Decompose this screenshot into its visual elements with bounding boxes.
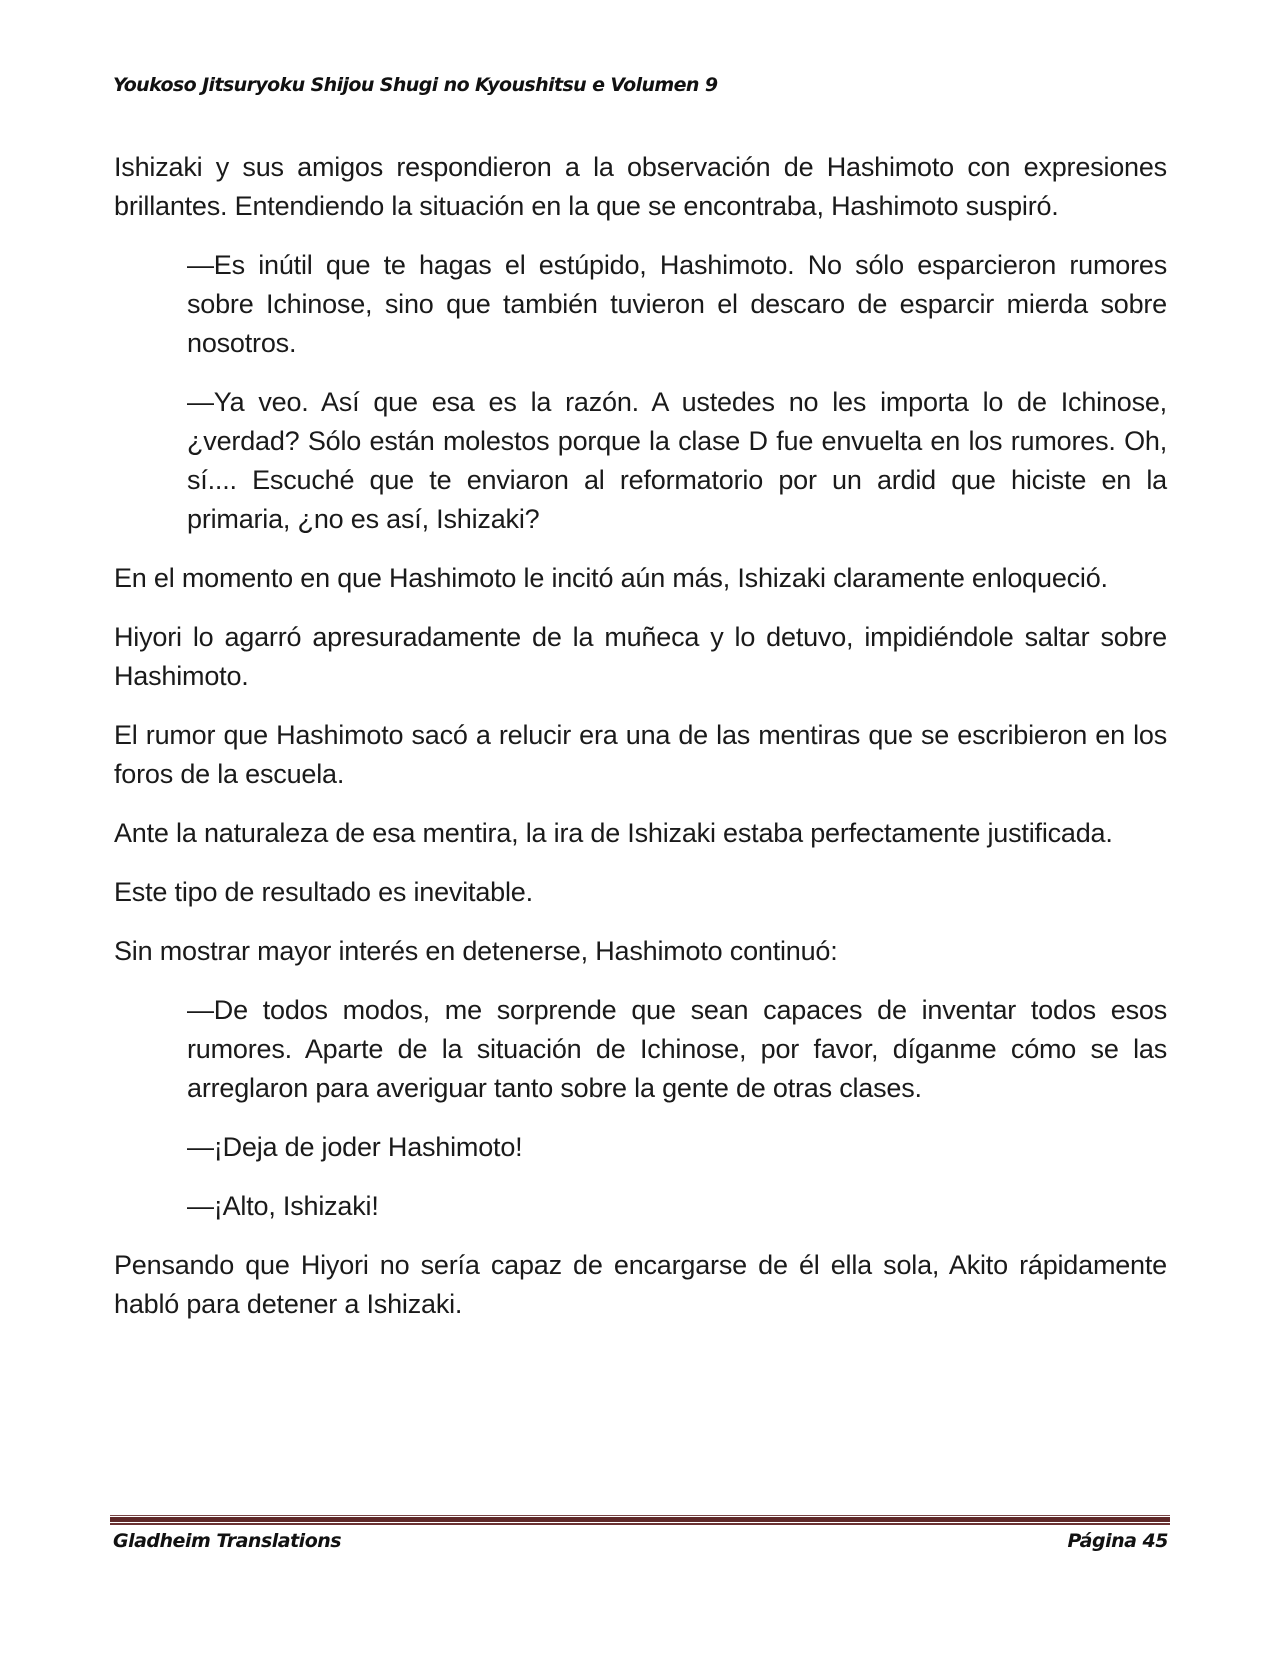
dialogue-paragraph: —Es inútil que te hagas el estúpido, Hashimoto. No sólo esparcieron rumores sobre Ichinose, sino que también tuvieron el descaro de esparcir mierda sobre nosotros. — [187, 250, 1167, 358]
running-header-title: Youkoso Jitsuryoku Shijou Shugi no Kyoushitsu e Volumen 9 — [113, 74, 718, 96]
dialogue-paragraph: —De todos modos, me sorprende que sean capaces de inventar todos esos rumores. Aparte de la situación de Ichinose, por favor, díganme cómo se las arreglaron para averiguar tanto sobre la gente de otras clases. — [187, 995, 1167, 1103]
footer-divider-thick — [110, 1517, 1170, 1522]
footer-divider — [110, 1515, 1170, 1525]
paragraph: Hiyori lo agarró apresuradamente de la muñeca y lo detuvo, impidiéndole saltar sobre Hashimoto. — [114, 622, 1167, 691]
footer-page-number: Página 45 — [1067, 1530, 1168, 1552]
dialogue-paragraph: —¡Alto, Ishizaki! — [187, 1191, 379, 1221]
paragraph: En el momento en que Hashimoto le incitó aún más, Ishizaki claramente enloqueció. — [114, 563, 1108, 593]
paragraph: El rumor que Hashimoto sacó a relucir era una de las mentiras que se escribieron en los foros de la escuela. — [114, 720, 1167, 789]
footer-divider-thin-top — [110, 1515, 1170, 1516]
footer-translator: Gladheim Translations — [113, 1530, 342, 1552]
dialogue-paragraph: —¡Deja de joder Hashimoto! — [187, 1132, 523, 1162]
paragraph: Ishizaki y sus amigos respondieron a la observación de Hashimoto con expresiones brillantes. Entendiendo la situación en la que se encontraba, Hashimoto suspiró. — [114, 152, 1167, 221]
paragraph: Ante la naturaleza de esa mentira, la ira de Ishizaki estaba perfectamente justificada. — [114, 818, 1113, 848]
footer-divider-thin-bottom — [110, 1523, 1170, 1525]
paragraph: Pensando que Hiyori no sería capaz de encargarse de él ella sola, Akito rápidamente habló para detener a Ishizaki. — [114, 1250, 1167, 1319]
paragraph: Este tipo de resultado es inevitable. — [114, 877, 533, 907]
dialogue-paragraph: —Ya veo. Así que esa es la razón. A ustedes no les importa lo de Ichinose, ¿verdad? Sólo están molestos porque la clase D fue envuelta en los rumores. Oh, sí.... Escuché que te enviaron al reformatorio por un ardid que hiciste en la primaria, ¿no es así, Ishizaki? — [187, 387, 1167, 534]
page-body — [114, 148, 1167, 1344]
paragraph: Sin mostrar mayor interés en detenerse, Hashimoto continuó: — [114, 936, 838, 966]
